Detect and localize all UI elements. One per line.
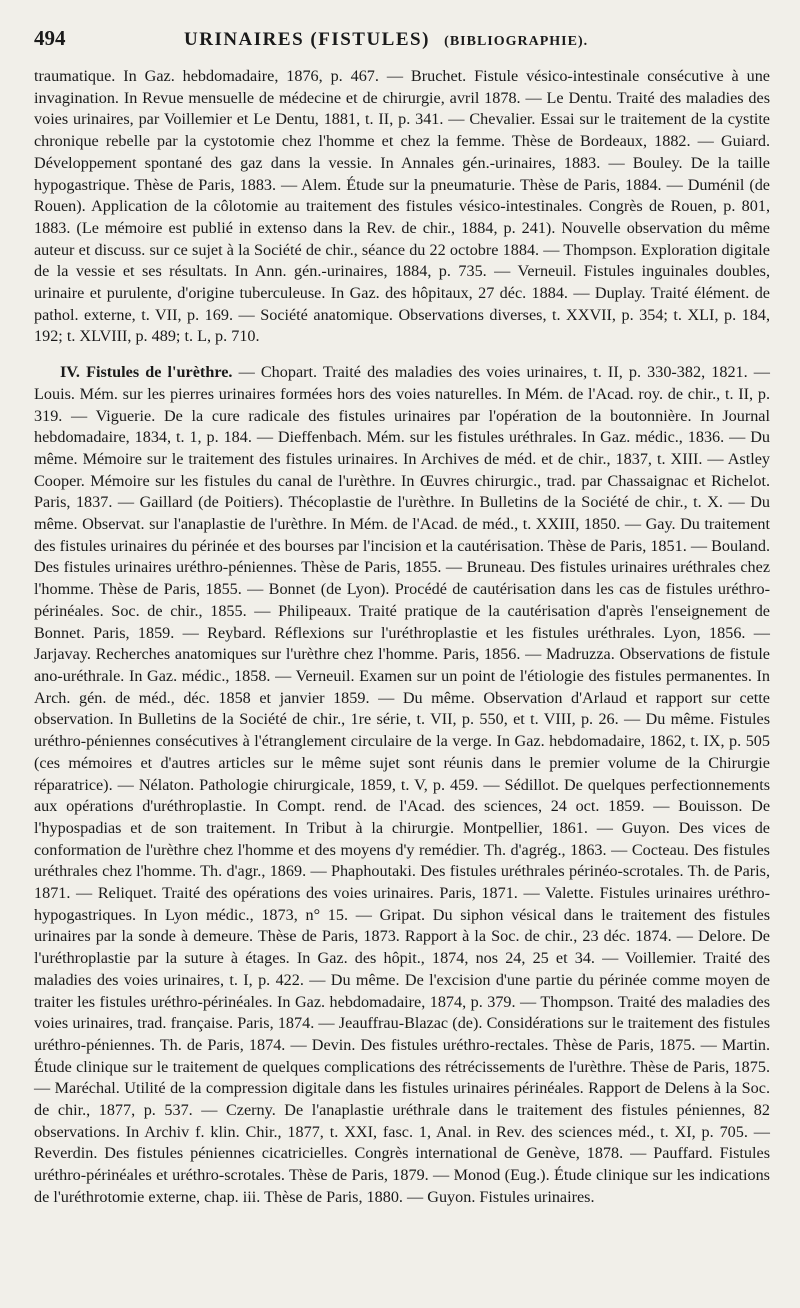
- section-iv-paragraph: [34, 362, 770, 1208]
- running-title-subtitle: (BIBLIOGRAPHIE).: [444, 34, 589, 49]
- bibliography-continuation-paragraph: traumatique. In Gaz. hebdomadaire, 1876, p. 467. — Bruchet. Fistule vésico-intestinale consécutive à une invagination. In Revue mensuelle de médecine et de chirurgie, avril 1878. — Le Dentu. Traité des maladies des voies urinaires, par Voillemier et Le Dentu, 1881, t. II, p. 341. — Chevalier. Essai sur le traitement de la cystite chronique rebelle par la cystotomie chez l'homme et chez la femme. Thèse de Bordeaux, 1882. — Guiard. Développement spontané des gaz dans la vessie. In Annales gén.-urinaires, 1883. — Bouley. De la taille hypogastrique. Thèse de Paris, 1883. — Alem. Étude sur la pneumaturie. Thèse de Paris, 1884. — Duménil (de Rouen). Application de la côlotomie au traitement des fistules vésico-intestinales. Congrès de Rouen, p. 801, 1883. (Le mémoire est publié in extenso dans la Rev. de chir., 1884, p. 241). Nouvelle observation du même auteur et discuss. sur ce sujet à la Société de chir., séance du 22 octobre 1884. — Thompson. Exploration digitale de la vessie et ses résultats. In Ann. gén.-urinaires, 1884, p. 735. — Verneuil. Fistules inguinales doubles, urinaire et purulente, d'origine tuberculeuse. In Gaz. des hôpitaux, 27 déc. 1884. — Duplay. Traité élément. de pathol. externe, t. VII, p. 169. — Société anatomique. Observations diverses, t. XXVII, p. 354; t. XLI, p. 184, 192; t. XLVIII, p. 489; t. L, p. 710.: [34, 67, 770, 346]
- page-number: 494: [34, 26, 66, 50]
- running-title: [184, 29, 588, 51]
- section-iv-body: — Chopart. Traité des maladies des voies urinaires, t. II, p. 330-382, 1821. — Louis. Mém. sur les pierres urinaires formées hors des voies naturelles. In Mém. de l'Acad. roy. de chir., t. II, p. 319. — Viguerie. De la cure radicale des fistules urinaires par l'opération de la boutonnière. In Journal hebdomadaire, 1834, t. 1, p. 184. — Dieffenbach. Mém. sur les fistules uréthrales. In Gaz. médic., 1836. — Du même. Mémoire sur le traitement des fistules urinaires. In Archives de méd. et de chir., 1837, t. XIII. — Astley Cooper. Mémoire sur les fistules du canal de l'urèthre. In Œuvres chirurgic., trad. par Chassaignac et Richelot. Paris, 1837. — Gaillard (de Poitiers). Thécoplastie de l'urèthre. In Bulletins de la Société de chir., t. X. — Du même. Observat. sur l'anaplastie de l'urèthre. In Mém. de l'Acad. de méd., t. XXIII, 1850. — Gay. Du traitement des fistules urinaires du périnée et des bourses par l'incision et la cautérisation. Thèse de Paris, 1851. — Bouland. Des fistules urinaires uréthro-péniennes. Thèse de Paris, 1855. — Bruneau. Des fistules urinaires uréthrales chez l'homme. Thèse de Paris, 1855. — Bonnet (de Lyon). Procédé de cautérisation dans les cas de fistules uréthro-périnéales. Soc. de chir., 1855. — Philipeaux. Traité pratique de la cautérisation d'après l'enseignement de Bonnet. Paris, 1859. — Reybard. Réflexions sur l'uréthroplastie et les fistules uréthrales. Lyon, 1856. — Jarjavay. Recherches anatomiques sur l'urèthre chez l'homme. Paris, 1856. — Madruzza. Observations de fistule ano-uréthrale. In Gaz. médic., 1858. — Verneuil. Examen sur un point de l'étiologie des fistules permanentes. In Arch. gén. de méd., déc. 1858 et janvier 1859. — Du même. Observation d'Arlaud et rapport sur cette observation. In Bulletins de la Société de chir., 1re série, t. VII, p. 550, et t. VIII, p. 26. — Du même. Fistules uréthro-péniennes consécutives à l'étranglement circulaire de la verge. In Gaz. hebdomadaire, 1862, t. IX, p. 505 (ces mémoires et d'autres articles sur le même sujet sont réunis dans le premier volume de la Chirurgie réparatrice). — Nélaton. Pathologie chirurgicale, 1859, t. V, p. 459. — Sédillot. De quelques perfectionnements aux opérations d'uréthroplastie. In Compt. rend. de l'Acad. des sciences, 24 oct. 1859. — Bouisson. De l'hypospadias et de son traitement. In Tribut à la chirurgie. Montpellier, 1861. — Guyon. Des vices de conformation de l'urèthre chez l'homme et des moyens d'y remédier. Th. d'agrég., 1863. — Cocteau. Des fistules uréthrales chez l'homme. Th. d'agr., 1869. — Phaphoutaki. Des fistules uréthrales périnéo-scrotales. Th. de Paris, 1871. — Reliquet. Traité des opérations des voies urinaires. Paris, 1871. — Valette. Fistules urinaires uréthro-hypogastriques. In Lyon médic., 1873, n° 15. — Gripat. Du siphon vésical dans le traitement des fistules urinaires par la sonde à demeure. Thèse de Paris, 1873. Rapport à la Soc. de chir., 23 déc. 1874. — Delore. De l'uréthroplastie par la suture à étages. In Gaz. des hôpit., 1874, nos 24, 25 et 34. — Voillemier. Traité des maladies des voies urinaires, t. I, p. 422. — Du même. De l'excision d'une partie du périnée comme moyen de traiter les fistules uréthro-périnéales. In Gaz. hebdomadaire, 1874, p. 379. — Thompson. Traité des maladies des voies urinaires, trad. française. Paris, 1874. — Jeauffrau-Blazac (de). Considérations sur le traitement des fistules uréthro-péniennes. Th. de Paris, 1874. — Devin. Des fistules uréthro-rectales. Thèse de Paris, 1875. — Martin. Étude clinique sur le traitement de quelques complications des rétrécissements de l'urèthre. Thèse de Paris, 1875. — Maréchal. Utilité de la compression digitale dans les fistules urinaires périnéales. Rapport de Delens à la Soc. de chir., 1877, p. 537. — Czerny. De l'anaplastie uréthrale dans le traitement des fistules péniennes, 82 observations. In Archiv f. klin. Chir., 1877, t. XXI, fasc. 1, Anal. in Rev. des sciences méd., t. XI, p. 705. — Reverdin. Des fistules péniennes cicatricielles. Congrès international de Genève, 1878. — Pauffard. Fistules uréthro-périnéales et uréthro-scrotales. Thèse de Paris, 1879. — Monod (Eug.). Étude clinique sur les indications de l'uréthrotomie externe, chap. iii. Thèse de Paris, 1880. — Guyon. Fistules urinaires.: [34, 363, 770, 1206]
- running-title-main: URINAIRES (FISTULES): [184, 29, 430, 50]
- page-header: [34, 26, 770, 62]
- section-iv-title: IV. Fistules de l'urèthre.: [60, 363, 233, 382]
